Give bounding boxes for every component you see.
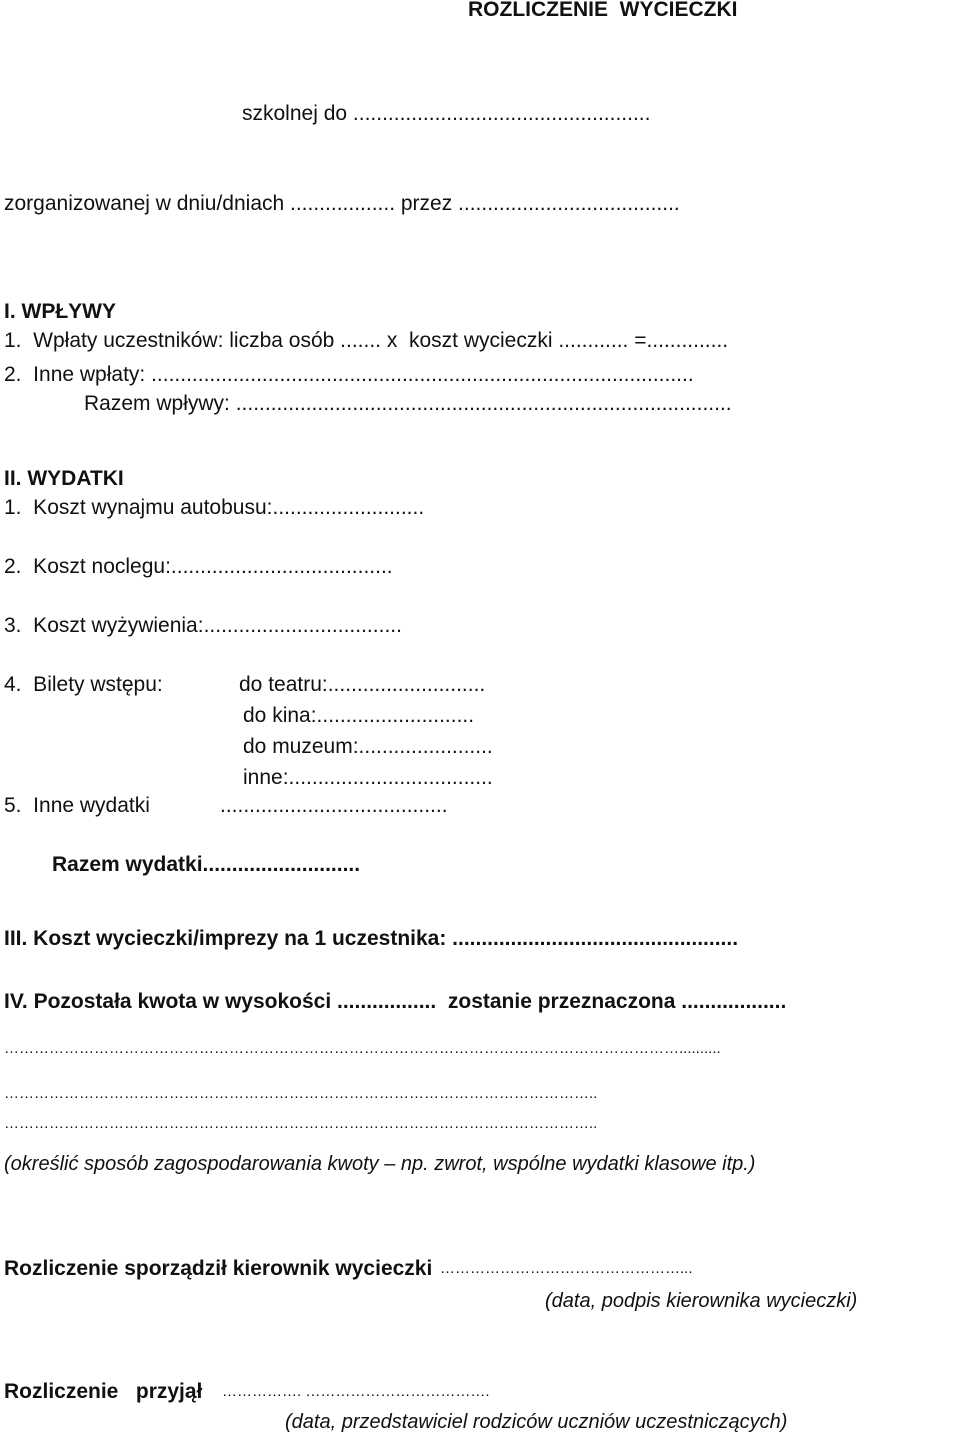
- expense-item-accommodation: 2. Koszt noclegu:......................................: [4, 555, 393, 578]
- expense-item-other-label: 5. Inne wydatki: [4, 794, 150, 817]
- document-title: ROZLICZENIE WYCIECZKI: [468, 0, 738, 21]
- prepared-by-dots: …………………………………………...: [440, 1260, 693, 1277]
- intro-destination-line: szkolnej do ...................................................: [242, 102, 651, 125]
- section-expenses-heading: II. WYDATKI: [4, 467, 124, 490]
- expense-item-bus: 1. Koszt wynajmu autobusu:..........................: [4, 496, 425, 519]
- blank-line-1: ………………………………………………………………………………………………………………………..........: [4, 1040, 721, 1057]
- expense-ticket-theatre: do teatru:...........................: [239, 673, 486, 696]
- intro-date-organizer-line: zorganizowanej w dniu/dniach .................. przez ......................................: [4, 192, 680, 215]
- prepared-by-caption: (data, podpis kierownika wycieczki): [545, 1290, 858, 1312]
- accepted-by-label: Rozliczenie przyjął: [4, 1380, 203, 1403]
- expense-ticket-museum: do muzeum:.......................: [243, 735, 493, 758]
- income-row-other: 2. Inne wpłaty: .............................................................................................: [4, 363, 694, 386]
- expenses-total: Razem wydatki...........................: [52, 853, 361, 876]
- expense-item-food: 3. Koszt wyżywienia:..................................: [4, 614, 402, 637]
- section-income-heading: I. WPŁYWY: [4, 300, 116, 323]
- expense-ticket-other: inne:...................................: [243, 766, 493, 789]
- prepared-by-label: Rozliczenie sporządził kierownik wycieczki: [4, 1257, 433, 1280]
- accepted-by-dots: ……………. ……………………………….: [222, 1383, 490, 1400]
- cost-per-participant: III. Koszt wycieczki/imprezy na 1 uczestnika: .................................................: [4, 927, 739, 950]
- expense-item-other-dots: .......................................: [220, 794, 448, 817]
- expense-ticket-cinema: do kina:...........................: [243, 704, 475, 727]
- income-row-participants: 1. Wpłaty uczestników: liczba osób ....... x koszt wycieczki ............ =..............: [4, 329, 729, 352]
- remaining-amount-line: IV. Pozostała kwota w wysokości ................. zostanie przeznaczona ..................: [4, 990, 787, 1013]
- blank-line-3: ………………………………………………………………………………………………………..: [4, 1115, 598, 1132]
- expense-item-tickets-label: 4. Bilety wstępu:: [4, 673, 163, 696]
- accepted-by-caption: (data, przedstawiciel rodziców uczniów uczestniczących): [285, 1411, 788, 1433]
- allocation-note: (określić sposób zagospodarowania kwoty – np. zwrot, wspólne wydatki klasowe itp.): [4, 1153, 756, 1175]
- income-row-total: Razem wpływy: .....................................................................................: [84, 392, 732, 415]
- blank-line-2: ………………………………………………………………………………………………………..: [4, 1085, 598, 1102]
